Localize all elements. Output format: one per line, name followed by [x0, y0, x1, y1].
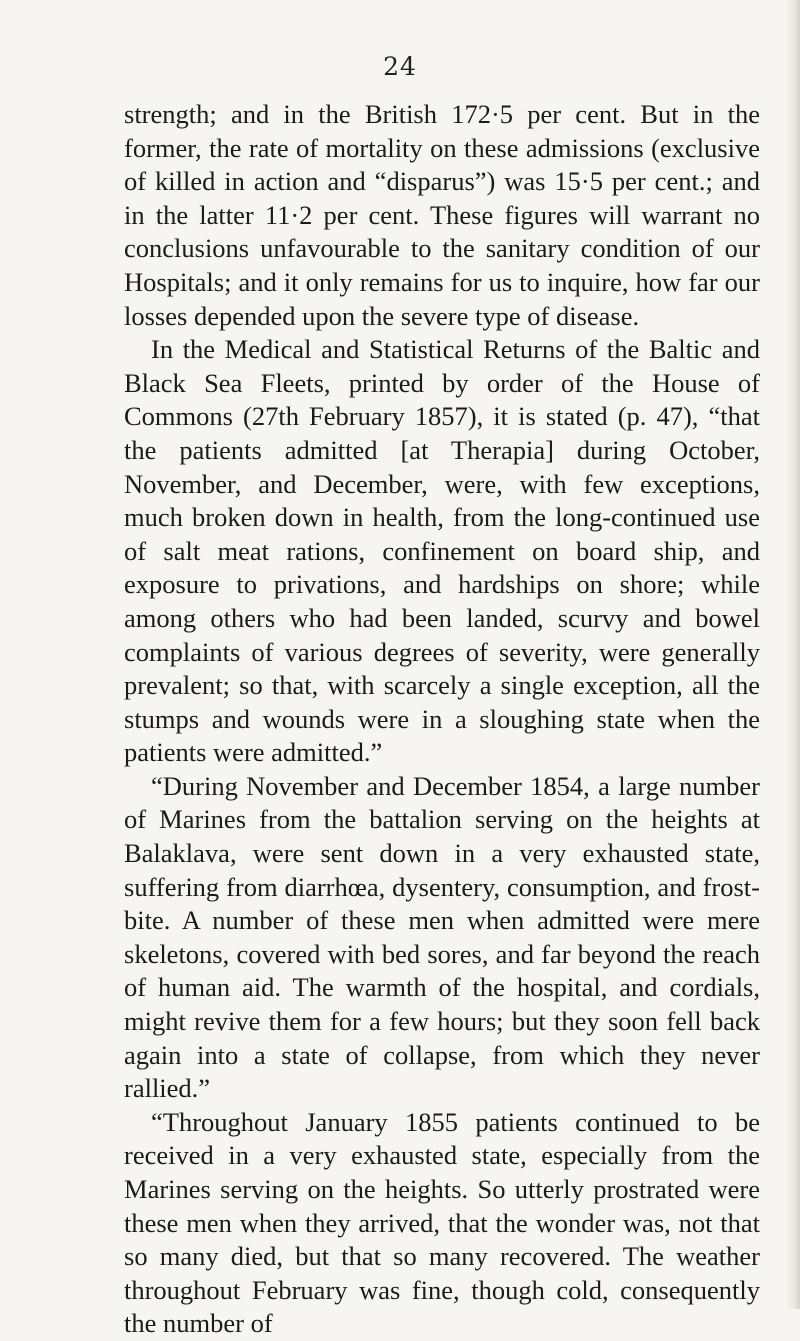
paragraph-marines-1854: “During November and December 1854, a large number of Marines from the battalion serving on the heights at Balaklava, were sent down in a very exhausted state, suffering from diarrhœa, dysentery, consumption, and frost-bite. A number of these men when admitted were mere skeletons, covered with bed sores, and far beyond the reach of human aid. The warmth of the hospital, and cordials, might revive them for a few hours; but they soon fell back again into a state of collapse, from which they never rallied.”	[124, 770, 760, 1104]
page-edge-shadow	[786, 0, 800, 1309]
page-number: 24	[383, 52, 417, 81]
body-text	[124, 98, 760, 1341]
paragraph-continuation: strength; and in the British 172·5 per cent. But in the former, the rate of mortality on these admissions (exclusive of killed in action and “disparus”) was 15·5 per cent.; and in the latter 11·2 per cent. These figures will warrant no conclusions unfavourable to the sanitary condition of our Hospitals; and it only remains for us to inquire, how far our losses depended upon the severe type of disease.	[124, 99, 760, 331]
paragraph-medical-returns: In the Medical and Statistical Returns of the Baltic and Black Sea Fleets, printed by order of the House of Commons (27th February 1857), it is stated (p. 47), “that the patients admitted [at Therapia] during October, November, and December, were, with few exceptions, much broken down in health, from the long-continued use of salt meat rations, confinement on board ship, and exposure to privations, and hardships on shore; while among others who had been landed, scurvy and bowel complaints of various degrees of severity, were generally prevalent; so that, with scarcely a single exception, all the stumps and wounds were in a sloughing state when the patients were admitted.”	[124, 334, 760, 768]
paragraph-january-1855: “Throughout January 1855 patients continued to be received in a very exhausted state, especially from the Marines serving on the heights. So utterly prostrated were these men when they arrived, that the wonder was, not that so many died, but that so many recovered. The weather throughout February was fine, though cold, consequently the number of	[124, 1106, 760, 1339]
